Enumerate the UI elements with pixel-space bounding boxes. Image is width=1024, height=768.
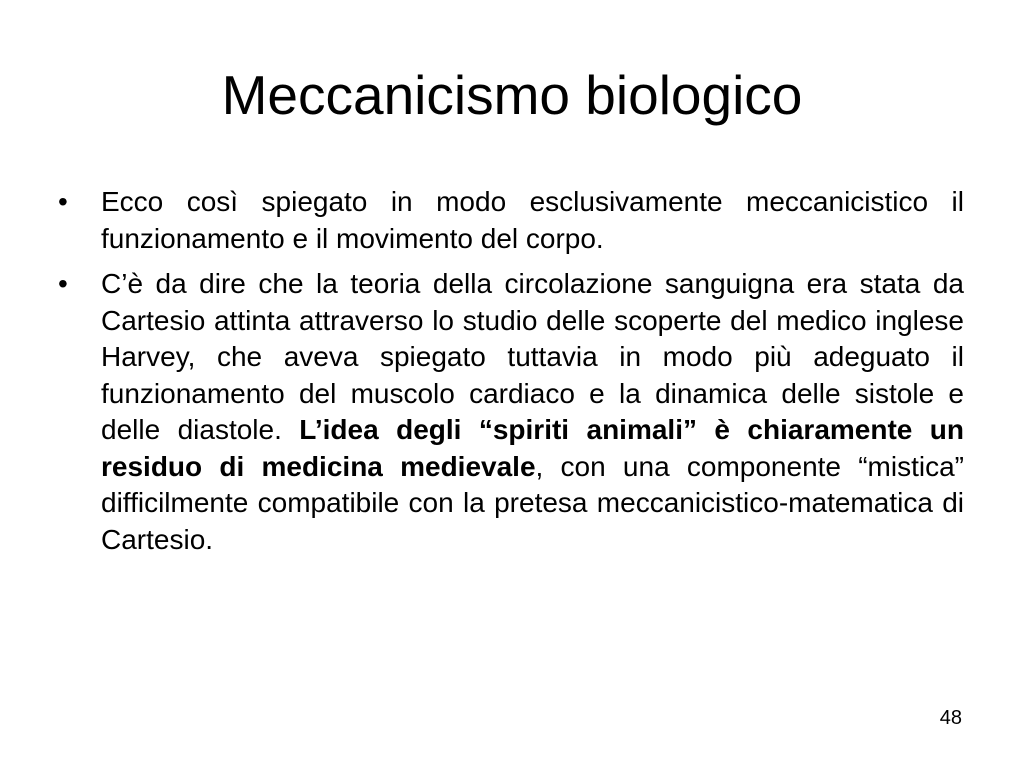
bullet-list — [58, 184, 964, 567]
bullet-item — [58, 266, 964, 558]
slide-title: Meccanicismo biologico — [221, 64, 803, 126]
bullet-text-after: , con una componente “mistica” difficilmente compatibile con la pretesa meccanicistico-matematica di Cartesio. — [101, 450, 964, 555]
bullet-text-before: C’è da dire che la teoria della circolazione sanguigna era stata da Cartesio attinta attraverso lo studio delle scoperte del medico inglese Harvey, che aveva spiegato tuttavia in modo più adeguato il funzionamento del muscolo cardiaco e la dinamica delle sistole e delle diastole. — [101, 268, 964, 445]
bullet-item — [58, 184, 964, 257]
page-number: 48 — [939, 707, 962, 729]
bullet-text-bold: L’idea degli “spiriti animali” è chiaramente un residuo di medicina medievale — [101, 414, 964, 482]
bullet-text: Ecco così spiegato in modo esclusivamente meccanicistico il funzionamento e il movimento del corpo. — [101, 186, 964, 254]
bullet-dot-icon: • — [58, 186, 68, 217]
bullet-dot-icon: • — [58, 268, 68, 299]
